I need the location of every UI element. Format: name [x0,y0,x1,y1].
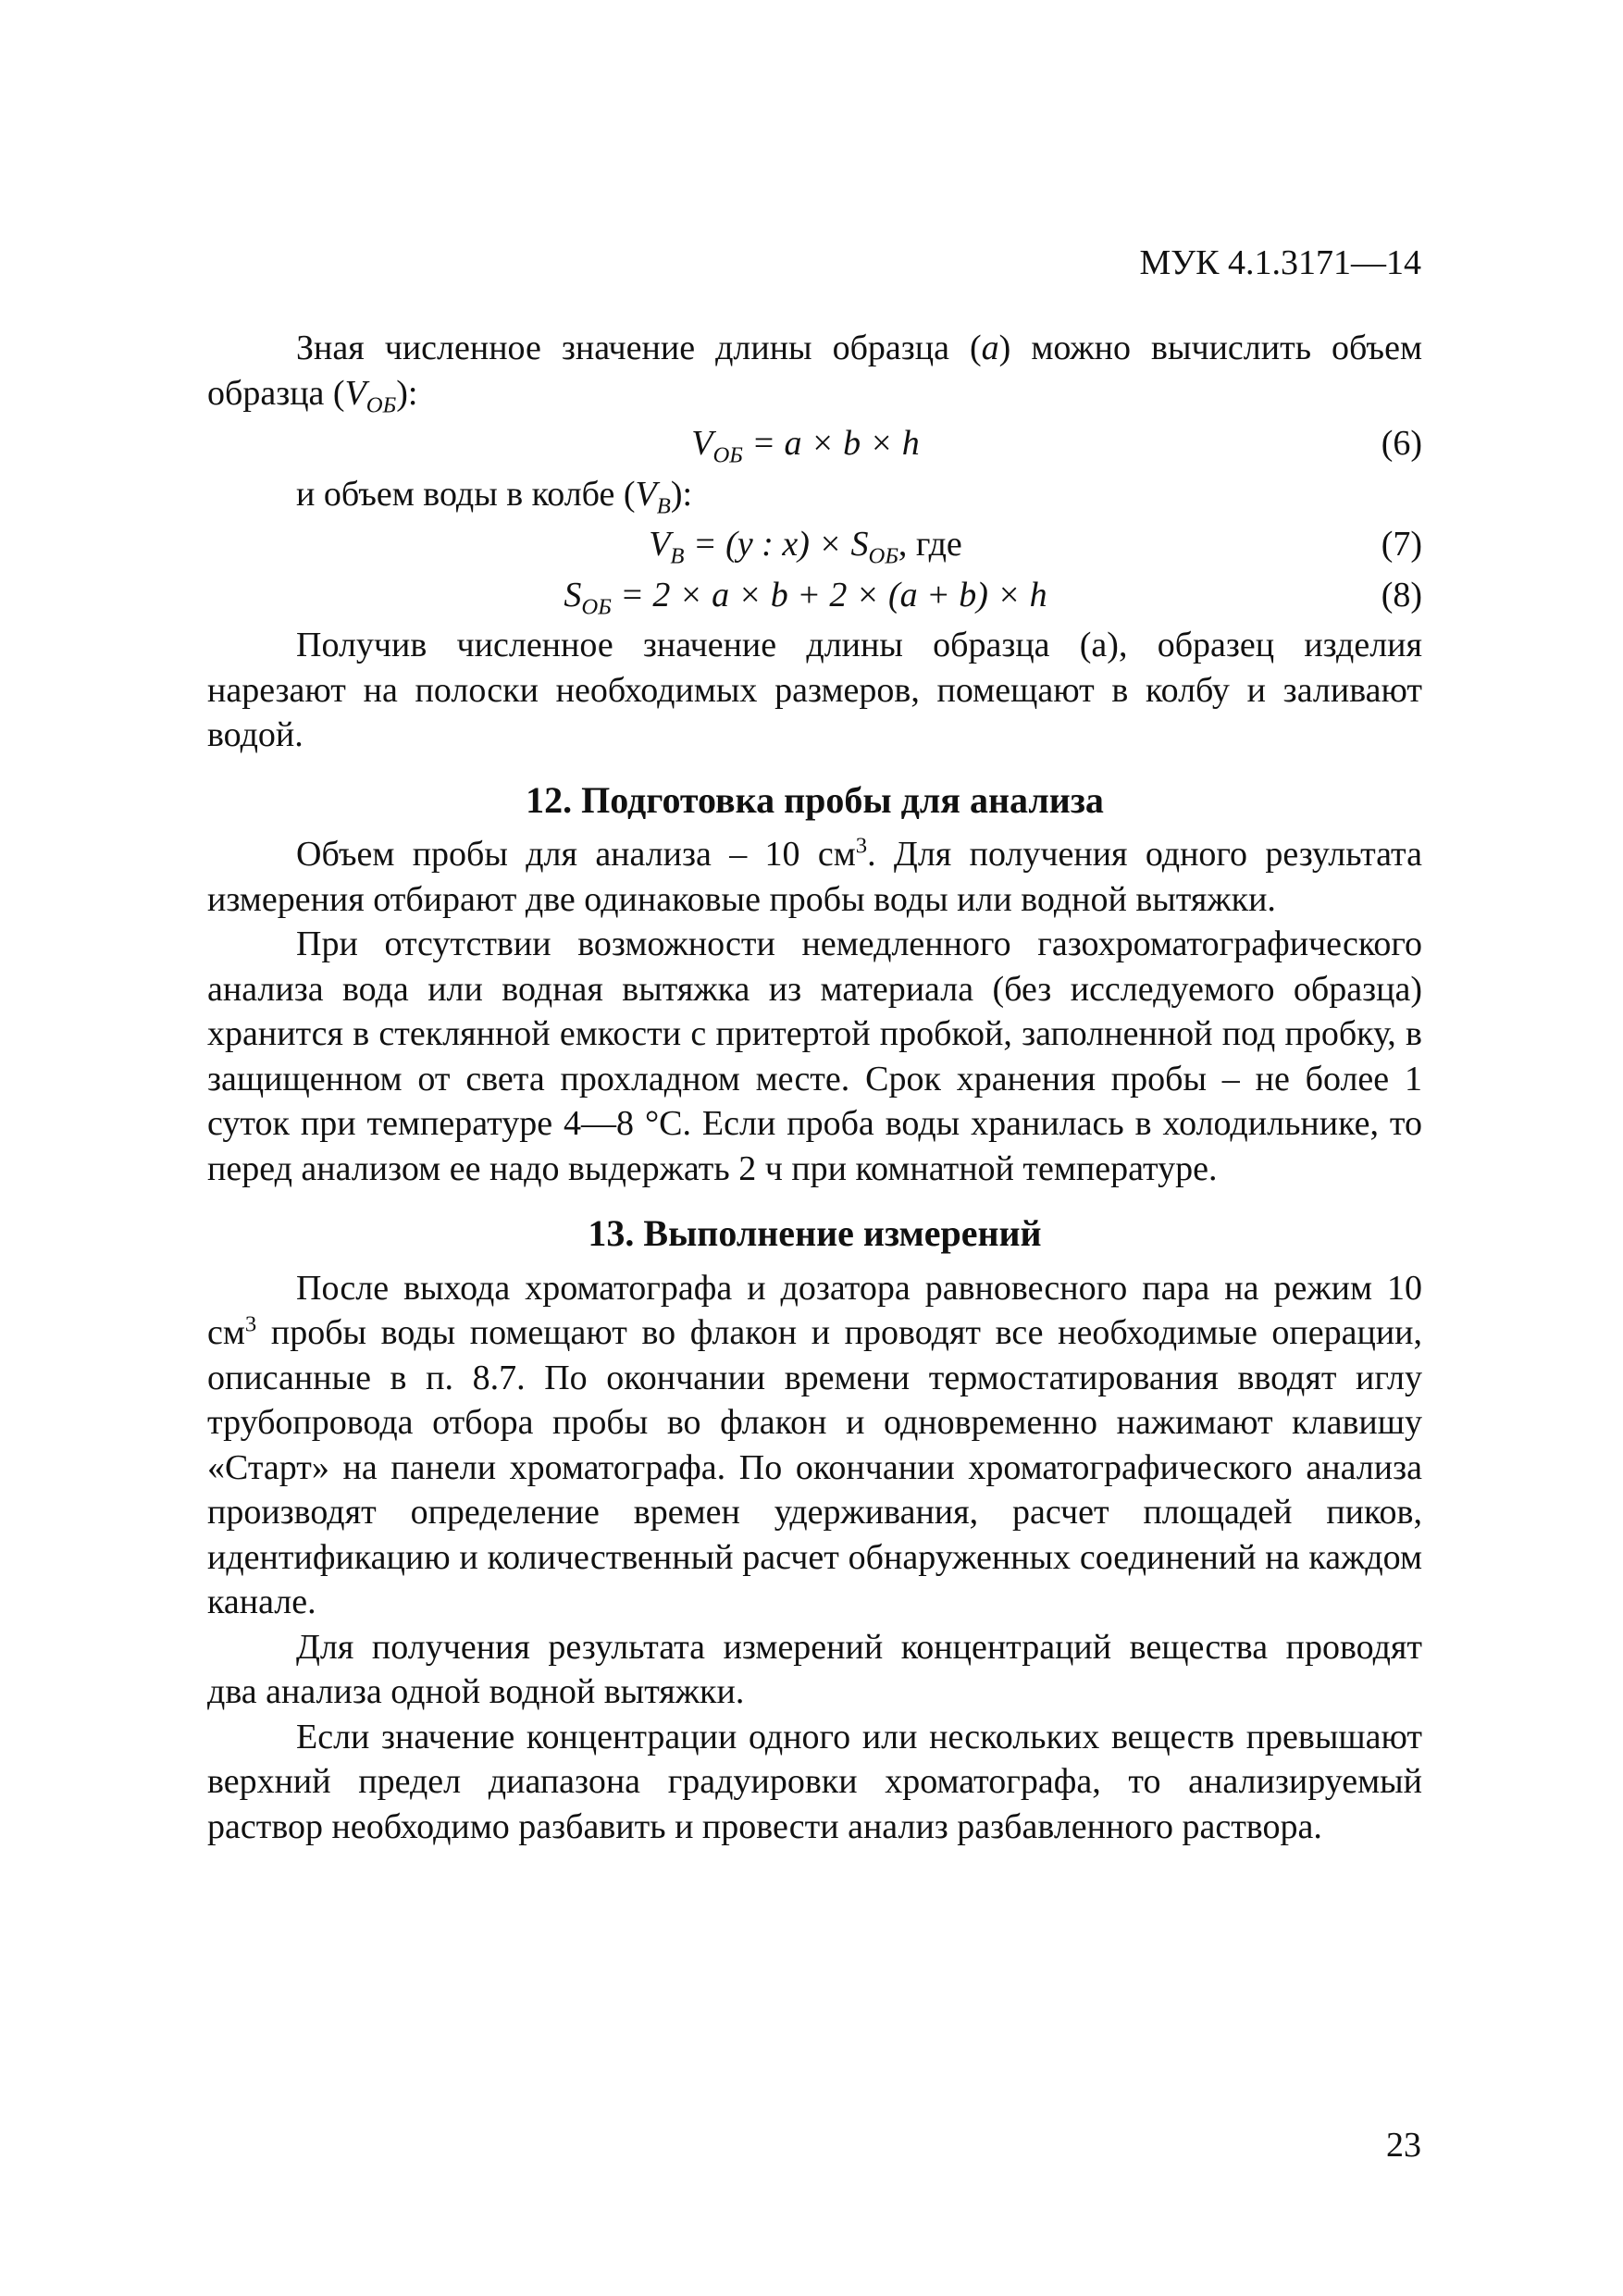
equation-7-number: (7) [1381,525,1422,564]
section-12-heading: 12. Подготовка пробы для анализа [526,778,1104,821]
equation-7 [207,522,1422,567]
equation-6-number: (6) [1381,424,1422,463]
page-content [207,326,1422,1849]
intro-paragraph [207,326,1422,416]
intro-var-a: а [981,329,999,367]
intro-text-c: ): [396,373,418,413]
document-code-header: МУК 4.1.3171—14 [1139,243,1421,282]
section-12-paragraph-2: При отсутствии возможности немедленного газохроматографического анализа вода или водная вытяжка из материала (без исследуемого образца) хранится в стеклянной емкости с притертой пробкой, заполненной под пробку, в защищенном от света прохладном месте. Срок хранения пробы – не более 1 суток при температуре 4—8 °С. Если проба воды хранилась в холодильнике, то перед анализом ее надо выдержать 2 ч при комнатной температуре. [207,925,1422,1188]
equation-8-number: (8) [1381,575,1422,614]
section-13-heading: 13. Выполнение измерений [588,1212,1042,1254]
equation-7-formula: $V_В = (y$ : $x) \times S_{ОБ}$, где [649,525,962,569]
section-13-paragraph-2: Для получения результата измерений концентраций вещества проводят два анализа одной водной вытяжки. [207,1627,1422,1711]
sample-cutting-paragraph: Получив численное значение длины образца (а), образец изделия нарезают на полоски необходимых размеров, помещают в колбу и заливают водой. [207,626,1422,754]
water-volume-intro: и объем воды в колбе $(V_В)$: [296,474,693,519]
intro-text-b: ) можно вычислить объем образца ( [207,329,1422,413]
page-number: 23 [1386,2126,1421,2165]
intro-volume-symbol: $V_{ОБ}$ [344,373,397,418]
intro-text-a: Зная численное значение длины образца ( [296,329,982,367]
section-13-paragraph-3: Если значение концентрации одного или нескольких веществ превышают верхний предел диапазона градуировки хроматографа, то анализируемый раствор необходимо разбавить и провести анализ разбавленного раствора. [207,1717,1422,1846]
equation-6 [207,421,1422,466]
equation-8 [207,573,1422,618]
equation-6-formula: $V_{ОБ} = a \times b \times h$ [691,424,920,468]
equation-8-formula: $S_{ОБ} = 2 \times a \times b + 2 \times (a + b) \times h$ [564,575,1047,620]
section-13-paragraph-1: После выхода хроматографа и дозатора равновесного пара на режим 10 $см^3$ пробы воды помещают во флакон и проводят все необходимые операции, описанные в п. 8.7. По окончании времени термостатирования вводят иглу трубопровода отбора пробы во флакон и одновременно нажимают клавишу «Старт» на панели хроматографа. По окончании хроматографического анализа производят определение времен удерживания, расчет площадей пиков, идентификацию и количественный расчет обнаруженных соединений на каждом канале. [207,1268,1422,1621]
section-12-paragraph-1: Объем пробы для анализа – 10 $см^3$. Для получения одного результата измерения отбирают две одинаковые пробы воды или водной вытяжки. [207,833,1422,919]
